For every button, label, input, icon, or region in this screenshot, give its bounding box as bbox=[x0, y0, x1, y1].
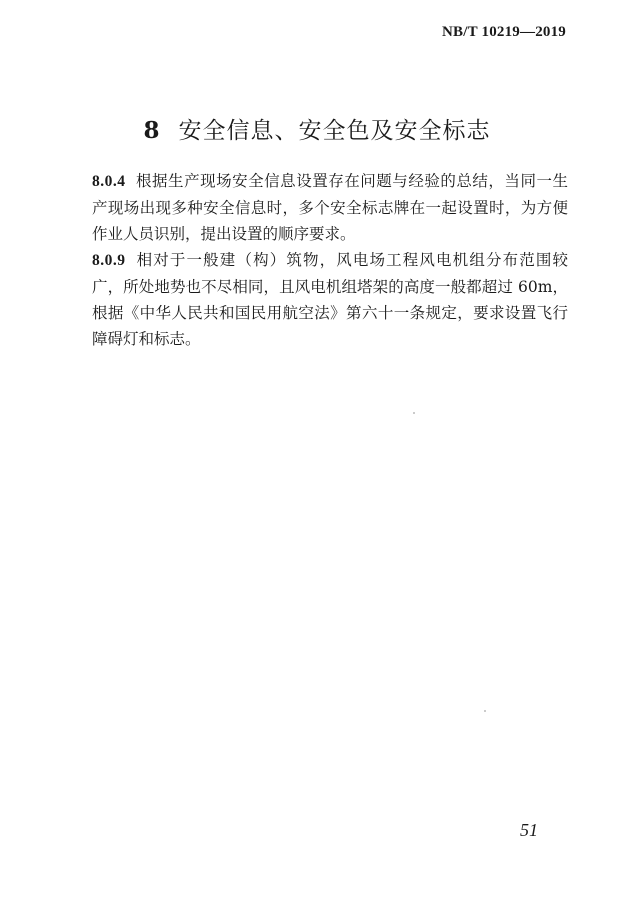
scan-speck bbox=[484, 710, 486, 712]
chapter-title: 安全信息、安全色及安全标志 bbox=[178, 118, 491, 144]
clause-8-0-4 bbox=[92, 168, 568, 247]
standard-code: NB/T 10219—2019 bbox=[442, 24, 566, 40]
clause-8-0-9 bbox=[92, 247, 568, 352]
clause-number: 8.0.9 bbox=[92, 252, 126, 269]
page-number: 51 bbox=[520, 820, 538, 840]
chapter-heading bbox=[0, 112, 634, 145]
clause-text: 根据生产现场安全信息设置存在问题与经验的总结，当同一生产现场出现多种安全信息时，多个安全标志牌在一起设置时，为方便作业人员识别，提出设置的顺序要求。 bbox=[92, 172, 568, 243]
clause-number: 8.0.4 bbox=[92, 173, 126, 190]
clause-list bbox=[92, 168, 568, 352]
scan-speck bbox=[413, 412, 415, 414]
clause-text: 相对于一般建（构）筑物，风电场工程风电机组分布范围较广，所处地势也不尽相同，且风电机组塔架的高度一般都超过 60m，根据《中华人民共和国民用航空法》第六十一条规定，要求设置飞行障碍灯和标志。 bbox=[92, 251, 568, 348]
chapter-number: 8 bbox=[143, 117, 161, 144]
